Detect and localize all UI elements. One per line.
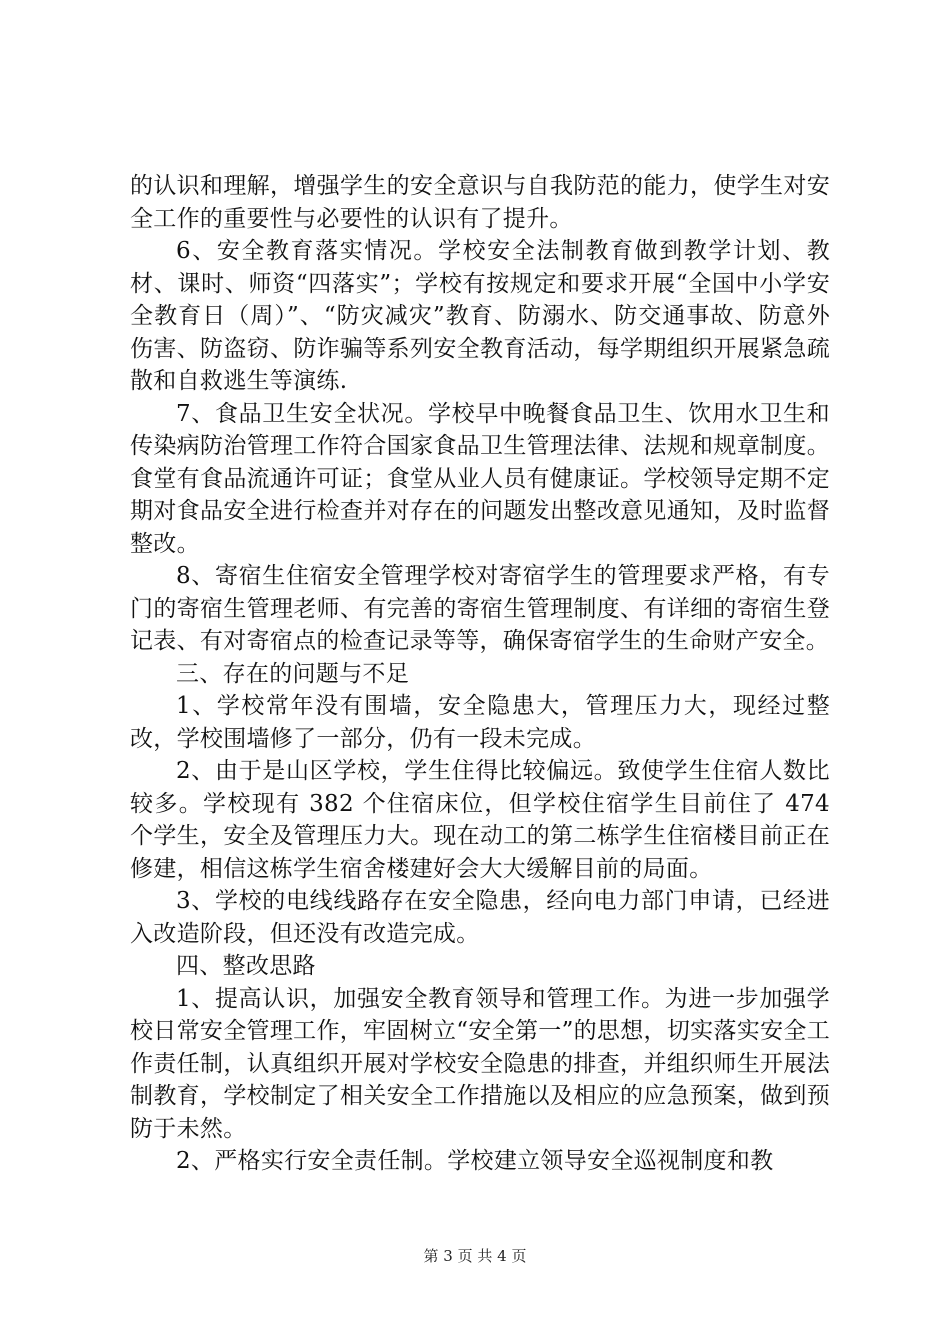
- paragraph-problem-wiring: 3、学校的电线线路存在安全隐患，经向电力部门申请，已经进入改造阶段，但还没有改造完成。: [130, 888, 830, 947]
- page-number-footer: 第 3 页 共 4 页: [423, 1247, 527, 1265]
- paragraph-boarding-safety: 8、寄宿生住宿安全管理学校对寄宿学生的管理要求严格，有专门的寄宿生管理老师、有完善的寄宿生管理制度、有详细的寄宿生登记表、有对寄宿点的检查记录等等，确保寄宿学生的生命财产安全。: [130, 563, 830, 654]
- paragraph-rectification-responsibility: 2、严格实行安全责任制。学校建立领导安全巡视制度和教: [176, 1148, 774, 1174]
- paragraph-safety-education: 6、安全教育落实情况。学校安全法制教育做到教学计划、教材、课时、师资“四落实”；学校有按规定和要求开展“全国中小学安全教育日（周）”、“防灾减灾”教育、防溺水、防交通事故、防意外伤害、防盗窃、防诈骗等系列安全教育活动，每学期组织开展紧急疏散和自救逃生等演练.: [130, 238, 830, 394]
- paragraph-problem-wall: 1、学校常年没有围墙，安全隐患大，管理压力大，现经过整改，学校围墙修了一部分，仍有一段未完成。: [130, 693, 830, 752]
- section-heading-problems: 三、存在的问题与不足: [176, 660, 409, 687]
- paragraph-problem-dormitory: 2、由于是山区学校，学生住得比较偏远。致使学生住宿人数比较多。学校现有 382 个住宿床位，但学校住宿学生目前住了 474 个学生，安全及管理压力大。现在动工的第二栋学生住宿楼目前正在修建，相信这栋学生宿舍楼建好会大大缓解目前的局面。: [130, 758, 830, 882]
- paragraph-food-hygiene: 7、食品卫生安全状况。学校早中晚餐食品卫生、饮用水卫生和传染病防治管理工作符合国家食品卫生管理法律、法规和规章制度。食堂有食品流通许可证；食堂从业人员有健康证。学校领导定期不定期对食品安全进行检查并对存在的问题发出整改意见通知，及时监督整改。: [130, 400, 830, 557]
- paragraph-rectification-awareness: 1、提高认识，加强安全教育领导和管理工作。为进一步加强学校日常安全管理工作，牢固树立“安全第一”的思想，切实落实安全工作责任制，认真组织开展对学校安全隐患的排查，并组织师生开展法制教育，学校制定了相关安全工作措施以及相应的应急预案，做到预防于未然。: [130, 985, 830, 1142]
- section-heading-rectification: 四、整改思路: [176, 953, 316, 979]
- document-body: [130, 170, 830, 1178]
- paragraph-continuation: 的认识和理解，增强学生的安全意识与自我防范的能力，使学生对安全工作的重要性与必要性的认识有了提升。: [130, 173, 830, 232]
